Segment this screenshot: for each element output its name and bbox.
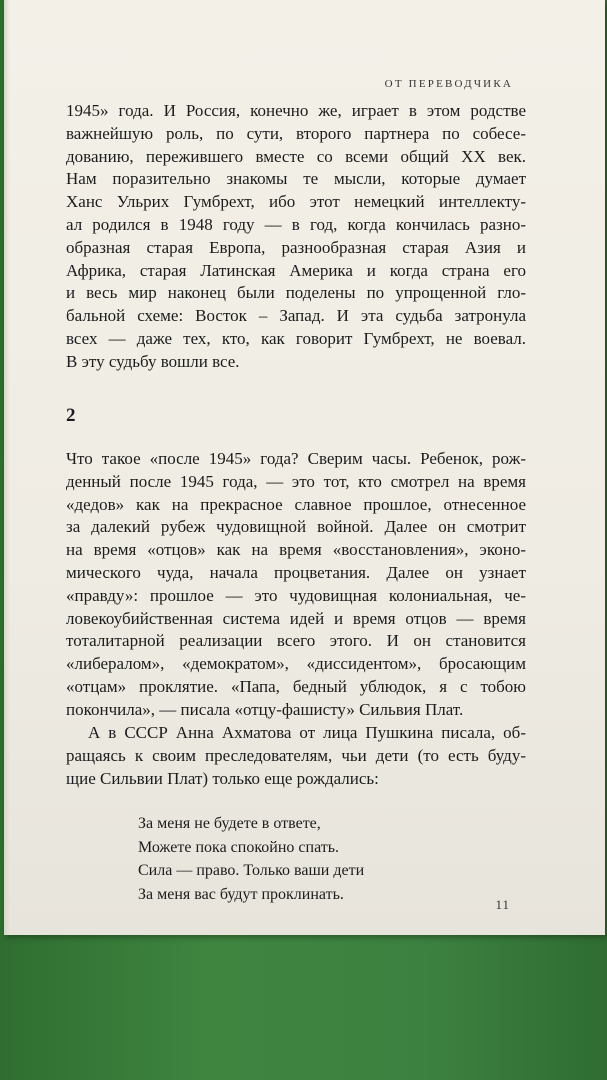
- text-line: за далекий рубеж чудовищной войной. Далее он смотрит: [66, 517, 526, 537]
- paragraph-1: [66, 100, 526, 374]
- poem-line: За меня не будете в ответе,: [138, 815, 321, 832]
- text-line: Африка, старая Латинская Америка и когда страна его: [66, 260, 526, 280]
- text-line: «отцам» проклятие. «Папа, бедный ублюдок, я с тобою: [66, 676, 526, 696]
- text-line: бальной схеме: Восток – Запад. И эта судьба затронула: [66, 306, 526, 326]
- text-line: важнейшую роль, по сути, второго партнера по собесе-: [66, 123, 526, 143]
- text-line: образная старая Европа, разнообразная старая Азия и: [66, 237, 526, 257]
- text-line: всех — даже тех, кто, как говорит Гумбрехт, не воевал.: [66, 328, 526, 348]
- poem-line: Можете пока спокойно спать.: [138, 838, 340, 856]
- poem-line: За меня вас будут проклинать.: [138, 885, 344, 903]
- text-line: А в СССР Анна Ахматова от лица Пушкина писала, об-: [88, 723, 526, 742]
- text-line: на время «отцов» как на время «восстановления», эконо-: [66, 540, 526, 560]
- text-line: «дедов» как на прекрасное славное прошлое, отнесенное: [66, 494, 526, 514]
- text-line: и весь мир наконец были поделены по упрощенной гло-: [66, 283, 526, 303]
- running-head: ОТ ПЕРЕВОДЧИКА: [384, 78, 513, 90]
- poem-quote: [138, 812, 364, 906]
- text-line: «правду»: прошлое — это чудовищная колониальная, че-: [66, 585, 526, 605]
- text-line: 1945» года. И Россия, конечно же, играет в этом родстве: [66, 101, 526, 120]
- text-line: дованию, пережившего вместе со всеми общий XX век.: [66, 146, 526, 166]
- paragraph-3: [66, 722, 526, 790]
- text-line: В эту судьбу вошли все.: [66, 351, 240, 371]
- book-page: [4, 0, 605, 935]
- text-line: щие Сильвии Плат) только еще рождались:: [66, 768, 379, 788]
- text-line: ращаясь к своим преследователям, чьи дети (то есть буду-: [66, 745, 526, 765]
- text-line: «либералом», «демократом», «диссидентом», бросающим: [66, 654, 526, 674]
- paragraph-2: [66, 448, 526, 722]
- text-line: Что такое «после 1945» года? Сверим часы. Ребенок, рож-: [66, 449, 526, 468]
- text-line: Ханс Ульрих Гумбрехт, ибо этот немецкий интеллекту-: [66, 192, 526, 212]
- page-number: 11: [495, 897, 510, 912]
- page-edge-shadow: [4, 0, 10, 935]
- section-number: 2: [66, 405, 76, 426]
- text-line: покончила», — писала «отцу-фашисту» Сильвия Плат.: [66, 699, 464, 719]
- text-line: мического чуда, начала процветания. Далее он узнает: [66, 562, 526, 582]
- text-line: ловекоубийственная система идей и время отцов — время: [66, 608, 526, 628]
- text-line: денный после 1945 года, — это тот, кто смотрел на время: [66, 471, 526, 491]
- text-line: тоталитарной реализации всего этого. И он становится: [66, 631, 526, 651]
- text-line: Нам поразительно знакомы те мысли, которые думает: [66, 169, 526, 189]
- text-line: ал родился в 1948 году — в год, когда кончилась разно-: [66, 214, 526, 234]
- poem-line: Сила — право. Только ваши дети: [138, 862, 365, 879]
